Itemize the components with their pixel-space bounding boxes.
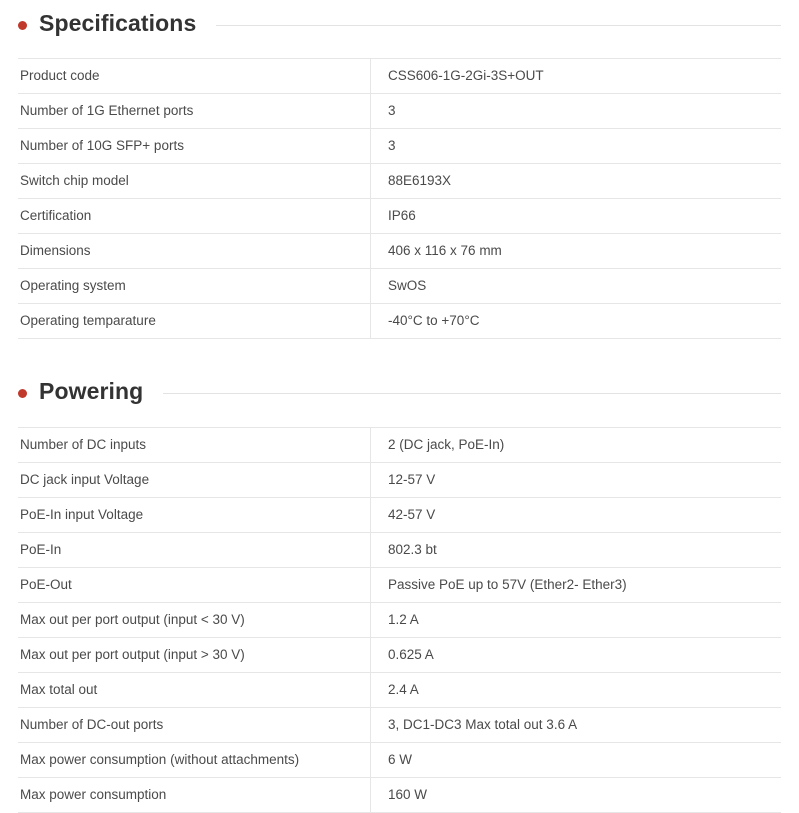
section-specifications xyxy=(0,0,799,339)
row-value: 0.625 A xyxy=(371,638,782,673)
table-row xyxy=(18,708,781,743)
row-value: 88E6193X xyxy=(371,164,782,199)
row-key: Max total out xyxy=(18,673,371,708)
row-value: 2.4 A xyxy=(371,673,782,708)
row-key: Number of DC inputs xyxy=(18,428,371,463)
row-key: Switch chip model xyxy=(18,164,371,199)
row-value: 3, DC1-DC3 Max total out 3.6 A xyxy=(371,708,782,743)
table-row xyxy=(18,164,781,199)
row-value: 12-57 V xyxy=(371,463,782,498)
row-key: Operating system xyxy=(18,269,371,304)
table-row xyxy=(18,498,781,533)
row-key: Product code xyxy=(18,59,371,94)
table-row xyxy=(18,568,781,603)
row-value: 802.3 bt xyxy=(371,533,782,568)
table-row xyxy=(18,638,781,673)
row-key: PoE-In xyxy=(18,533,371,568)
row-value: 3 xyxy=(371,129,782,164)
row-key: Number of DC-out ports xyxy=(18,708,371,743)
section-title: Powering xyxy=(39,378,144,404)
powering-table xyxy=(18,427,781,813)
row-value: 42-57 V xyxy=(371,498,782,533)
table-row xyxy=(18,129,781,164)
table-row xyxy=(18,778,781,813)
bullet-icon xyxy=(18,21,27,30)
row-value: 1.2 A xyxy=(371,603,782,638)
table-row xyxy=(18,94,781,129)
specifications-table-wrapper xyxy=(18,58,781,339)
row-key: Number of 10G SFP+ ports xyxy=(18,129,371,164)
row-key: Max power consumption (without attachments) xyxy=(18,743,371,778)
section-header xyxy=(18,0,781,37)
row-value: 3 xyxy=(371,94,782,129)
table-row xyxy=(18,673,781,708)
row-value: 406 x 116 x 76 mm xyxy=(371,234,782,269)
row-value: 2 (DC jack, PoE-In) xyxy=(371,428,782,463)
row-key: Number of 1G Ethernet ports xyxy=(18,94,371,129)
specifications-table xyxy=(18,58,781,339)
row-key: Dimensions xyxy=(18,234,371,269)
row-key: Certification xyxy=(18,199,371,234)
row-key: Max out per port output (input > 30 V) xyxy=(18,638,371,673)
table-row xyxy=(18,428,781,463)
bullet-icon xyxy=(18,389,27,398)
table-row xyxy=(18,463,781,498)
table-row xyxy=(18,603,781,638)
table-row xyxy=(18,304,781,339)
title-divider xyxy=(216,25,781,26)
title-divider xyxy=(163,393,781,394)
section-header xyxy=(18,368,781,405)
row-key: Operating temparature xyxy=(18,304,371,339)
row-value: CSS606-1G-2Gi-3S+OUT xyxy=(371,59,782,94)
powering-table-wrapper xyxy=(18,427,781,813)
row-value: Passive PoE up to 57V (Ether2- Ether3) xyxy=(371,568,782,603)
row-key: PoE-Out xyxy=(18,568,371,603)
row-key: DC jack input Voltage xyxy=(18,463,371,498)
section-powering xyxy=(0,368,799,813)
table-row xyxy=(18,234,781,269)
row-value: 160 W xyxy=(371,778,782,813)
table-row xyxy=(18,269,781,304)
row-key: Max power consumption xyxy=(18,778,371,813)
row-key: PoE-In input Voltage xyxy=(18,498,371,533)
row-value: IP66 xyxy=(371,199,782,234)
table-row xyxy=(18,59,781,94)
table-row xyxy=(18,743,781,778)
row-key: Max out per port output (input < 30 V) xyxy=(18,603,371,638)
table-row xyxy=(18,199,781,234)
row-value: -40°C to +70°C xyxy=(371,304,782,339)
row-value: SwOS xyxy=(371,269,782,304)
table-row xyxy=(18,533,781,568)
section-title: Specifications xyxy=(39,10,197,36)
row-value: 6 W xyxy=(371,743,782,778)
